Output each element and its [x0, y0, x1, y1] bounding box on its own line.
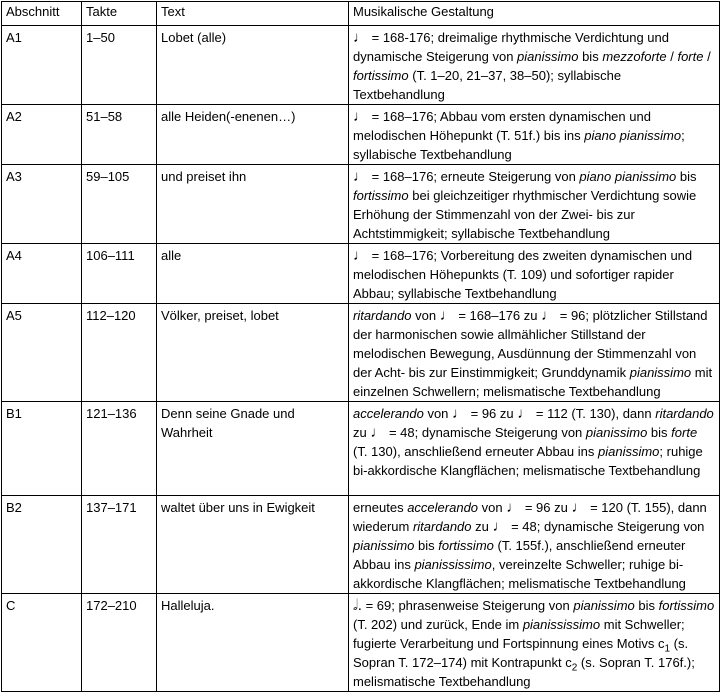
- header-gestaltung: Musikalische Gestaltung: [349, 2, 720, 26]
- table-header-row: [2, 2, 720, 26]
- cell-text: Denn seine Gnade und Wahrheit: [157, 402, 349, 496]
- quarter-note-icon: ♩: [353, 247, 368, 264]
- cell-abschnitt: A3: [2, 165, 82, 244]
- quarter-note-icon: ♩: [517, 405, 533, 422]
- cell-gestaltung: erneutes accelerando von ♩ = 96 zu ♩ = 120 (T. 155), dann wiederum ritardando zu ♩ = 48; dynamische Steigerung von pianissimo bis fortissimo (T. 155f.), anschließend erneuter Abbau ins pianississimo, vereinzelte Schweller; ruhige bi-akkordische Klangflächen; melismatische Textbehandlung: [349, 496, 720, 594]
- quarter-note-icon: ♩: [452, 405, 468, 422]
- table-row: [2, 26, 720, 105]
- table-row: [2, 594, 720, 692]
- quarter-note-icon: ♩: [492, 518, 508, 535]
- cell-takte: 106–111: [82, 244, 157, 304]
- table-row: [2, 244, 720, 304]
- table-row: [2, 105, 720, 165]
- cell-takte: 112–120: [82, 304, 157, 402]
- cell-abschnitt: B2: [2, 496, 82, 594]
- cell-takte: 121–136: [82, 402, 157, 496]
- cell-text: Völker, preiset, lobet: [157, 304, 349, 402]
- quarter-note-icon: ♩: [353, 168, 368, 185]
- dotted-half-note-icon: 𝅗𝅥.: [353, 597, 362, 614]
- cell-gestaltung: 𝅗𝅥. = 69; phrasenweise Steigerung von pianissimo bis fortissimo (T. 202) und zurück, Ende im pianississimo mit Schweller; fugierte Verarbeitung und Fortspinnung eines Motivs $c_1$ (s. Sopran T. 172–174) mit Kontrapunkt $c_2$ (s. Sopran T. 176f.); melismatische Textbehandlung: [349, 594, 720, 692]
- cell-takte: 137–171: [82, 496, 157, 594]
- quarter-note-icon: ♩: [506, 499, 522, 516]
- table-row: [2, 304, 720, 402]
- cell-abschnitt: C: [2, 594, 82, 692]
- cell-gestaltung: ♩ = 168–176; Abbau vom ersten dynamischen und melodischen Höhepunkt (T. 51f.) bis ins piano pianissimo; syllabische Textbehandlung: [349, 105, 720, 165]
- quarter-note-icon: ♩: [439, 307, 455, 324]
- cell-takte: 59–105: [82, 165, 157, 244]
- cell-text: Halleluja.: [157, 594, 349, 692]
- cell-gestaltung: ♩ = 168-176; dreimalige rhythmische Verdichtung und dynamische Steigerung von pianissimo bis mezzoforte / forte / fortissimo (T. 1–20, 21–37, 38–50); syllabische Textbehandlung: [349, 26, 720, 105]
- cell-abschnitt: A2: [2, 105, 82, 165]
- cell-text: Lobet (alle): [157, 26, 349, 105]
- analysis-table: [1, 1, 720, 692]
- table-row: [2, 496, 720, 594]
- header-text: Text: [157, 2, 349, 26]
- cell-gestaltung: ♩ = 168–176; Vorbereitung des zweiten dynamischen und melodischen Höhepunkts (T. 109) und sofortiger rapider Abbau; syllabische Textbehandlung: [349, 244, 720, 304]
- cell-takte: 172–210: [82, 594, 157, 692]
- cell-abschnitt: A4: [2, 244, 82, 304]
- quarter-note-icon: ♩: [571, 499, 587, 516]
- quarter-note-icon: ♩: [353, 29, 368, 46]
- cell-text: alle: [157, 244, 349, 304]
- table-row: [2, 402, 720, 496]
- cell-text: waltet über uns in Ewigkeit: [157, 496, 349, 594]
- table-row: [2, 165, 720, 244]
- cell-takte: 1–50: [82, 26, 157, 105]
- cell-abschnitt: B1: [2, 402, 82, 496]
- quarter-note-icon: ♩: [370, 424, 386, 441]
- cell-gestaltung: ritardando von ♩ = 168–176 zu ♩ = 96; plötzlicher Stillstand der harmonischen sowie allmählicher Stillstand der melodischen Bewegung, Ausdünnung der Stimmenzahl von der Acht- bis zur Einstimmigkeit; Grunddynamik pianissimo mit einzelnen Schwellern; melismatische Textbehandlung: [349, 304, 720, 402]
- cell-takte: 51–58: [82, 105, 157, 165]
- cell-abschnitt: A5: [2, 304, 82, 402]
- quarter-note-icon: ♩: [353, 108, 368, 125]
- cell-abschnitt: A1: [2, 26, 82, 105]
- cell-gestaltung: accelerando von ♩ = 96 zu ♩ = 112 (T. 130), dann ritardando zu ♩ = 48; dynamische Steigerung von pianissimo bis forte (T. 130), anschließend erneuter Abbau ins pianissimo; ruhige bi-akkordische Klangflächen; melismatische Textbehandlung: [349, 402, 720, 496]
- cell-gestaltung: ♩ = 168–176; erneute Steigerung von piano pianissimo bis fortissimo bei gleichzeitiger rhythmischer Verdichtung sowie Erhöhung der Stimmenzahl von der Zwei- bis zur Achtstimmigkeit; syllabische Textbehandlung: [349, 165, 720, 244]
- cell-text: und preiset ihn: [157, 165, 349, 244]
- quarter-note-icon: ♩: [541, 307, 557, 324]
- header-abschnitt: Abschnitt: [2, 2, 82, 26]
- header-takte: Takte: [82, 2, 157, 26]
- cell-text: alle Heiden(-enenen…): [157, 105, 349, 165]
